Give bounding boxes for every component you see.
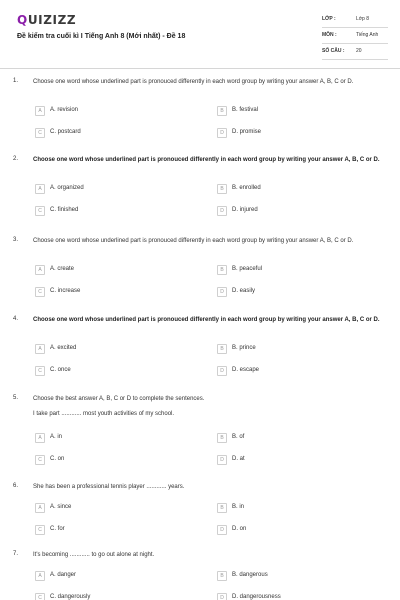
worksheet-header <box>0 0 400 70</box>
option-text: D. escape <box>232 367 260 373</box>
option-text: B. dangerous <box>232 572 268 578</box>
question-number: 2. <box>13 156 19 162</box>
question-sentence: I take part ............ most youth activities of my school. <box>33 411 175 417</box>
option-letter-box[interactable]: A <box>35 344 45 354</box>
option-letter-box[interactable]: B <box>217 106 227 116</box>
meta-value: 20 <box>356 48 362 54</box>
question-number: 1. <box>13 78 19 84</box>
option-text: C. dangerously <box>50 594 91 600</box>
question-text: Choose the best answer A, B, C or D to complete the sentences. <box>33 396 205 402</box>
option-text: C. once <box>50 367 71 373</box>
option-letter-box[interactable]: C <box>35 455 45 465</box>
option-text: B. festival <box>232 107 259 113</box>
option-letter-box[interactable]: B <box>217 503 227 513</box>
option-text: A. since <box>50 504 72 510</box>
option-text: C. finished <box>50 207 79 213</box>
question-number: 7. <box>13 551 19 557</box>
meta-value: Tiếng Anh <box>356 32 379 38</box>
meta-label: LỚP : <box>322 16 336 22</box>
meta-row-class <box>322 14 388 28</box>
option-letter-box[interactable]: D <box>217 455 227 465</box>
option-letter-box[interactable]: C <box>35 206 45 216</box>
option-text: B. of <box>232 434 245 440</box>
option-letter-box[interactable]: B <box>217 265 227 275</box>
meta-row-question-count <box>322 46 388 60</box>
meta-label: SỐ CÂU : <box>322 48 345 54</box>
question-number: 4. <box>13 316 19 322</box>
option-text: B. prince <box>232 345 256 351</box>
question-number: 6. <box>13 483 19 489</box>
option-text: C. for <box>50 526 65 532</box>
option-letter-box[interactable]: A <box>35 184 45 194</box>
meta-value: Lớp 8 <box>356 16 370 22</box>
question-text: Choose one word whose underlined part is pronouced differently in each word group by writing your answer A, B, C or D. <box>33 79 354 85</box>
option-letter-box[interactable]: D <box>217 366 227 376</box>
question-text: Choose one word whose underlined part is pronouced differently in each word group by writing your answer A, B, C or D. <box>33 238 354 244</box>
option-letter-box[interactable]: C <box>35 366 45 376</box>
option-letter-box[interactable]: D <box>217 287 227 297</box>
header-divider <box>0 68 400 69</box>
option-text: D. dangerousness <box>232 594 281 600</box>
question-number: 5. <box>13 395 19 401</box>
option-text: A. revision <box>50 107 79 113</box>
option-text: A. excited <box>50 345 77 351</box>
option-text: D. easily <box>232 288 256 294</box>
option-text: C. increase <box>50 288 81 294</box>
option-letter-box[interactable]: D <box>217 128 227 138</box>
question-text: She has been a professional tennis player ............ years. <box>33 484 185 490</box>
option-text: B. enrolled <box>232 185 261 191</box>
option-text: A. organized <box>50 185 84 191</box>
option-letter-box[interactable]: A <box>35 106 45 116</box>
option-text: B. peaceful <box>232 266 263 272</box>
option-letter-box[interactable]: D <box>217 525 227 535</box>
meta-label: MÔN : <box>322 32 337 38</box>
question-number: 3. <box>13 237 19 243</box>
option-letter-box[interactable]: D <box>217 593 227 600</box>
option-letter-box[interactable]: B <box>217 433 227 443</box>
option-text: D. promise <box>232 129 262 135</box>
option-text: A. create <box>50 266 75 272</box>
option-letter-box[interactable]: C <box>35 593 45 600</box>
option-letter-box[interactable]: A <box>35 433 45 443</box>
option-letter-box[interactable]: C <box>35 287 45 297</box>
quizizz-logo: QUIZIZZ <box>17 13 77 27</box>
option-text: A. in <box>50 434 63 440</box>
option-text: D. on <box>232 526 247 532</box>
option-letter-box[interactable]: C <box>35 128 45 138</box>
option-text: B. in <box>232 504 245 510</box>
option-text: D. at <box>232 456 245 462</box>
option-text: A. danger <box>50 572 77 578</box>
meta-row-subject <box>322 30 388 44</box>
document-title: Đề kiểm tra cuối kì I Tiếng Anh 8 (Mới nhất) - Đề 18 <box>17 33 186 40</box>
question-text: Choose one word whose underlined part is pronouced differently in each word group by writing your answer A, B, C or D. <box>33 157 380 163</box>
option-text: D. injured <box>232 207 258 213</box>
option-letter-box[interactable]: A <box>35 503 45 513</box>
option-letter-box[interactable]: B <box>217 184 227 194</box>
question-text: It's becoming ............ to go out alone at night. <box>33 552 155 558</box>
option-letter-box[interactable]: A <box>35 571 45 581</box>
option-letter-box[interactable]: B <box>217 344 227 354</box>
option-text: C. on <box>50 456 65 462</box>
option-letter-box[interactable]: B <box>217 571 227 581</box>
worksheet-meta <box>322 14 388 62</box>
question-text: Choose one word whose underlined part is pronouced differently in each word group by writing your answer A, B, C or D. <box>33 317 380 323</box>
option-letter-box[interactable]: C <box>35 525 45 535</box>
option-letter-box[interactable]: D <box>217 206 227 216</box>
option-letter-box[interactable]: A <box>35 265 45 275</box>
option-text: C. postcard <box>50 129 81 135</box>
